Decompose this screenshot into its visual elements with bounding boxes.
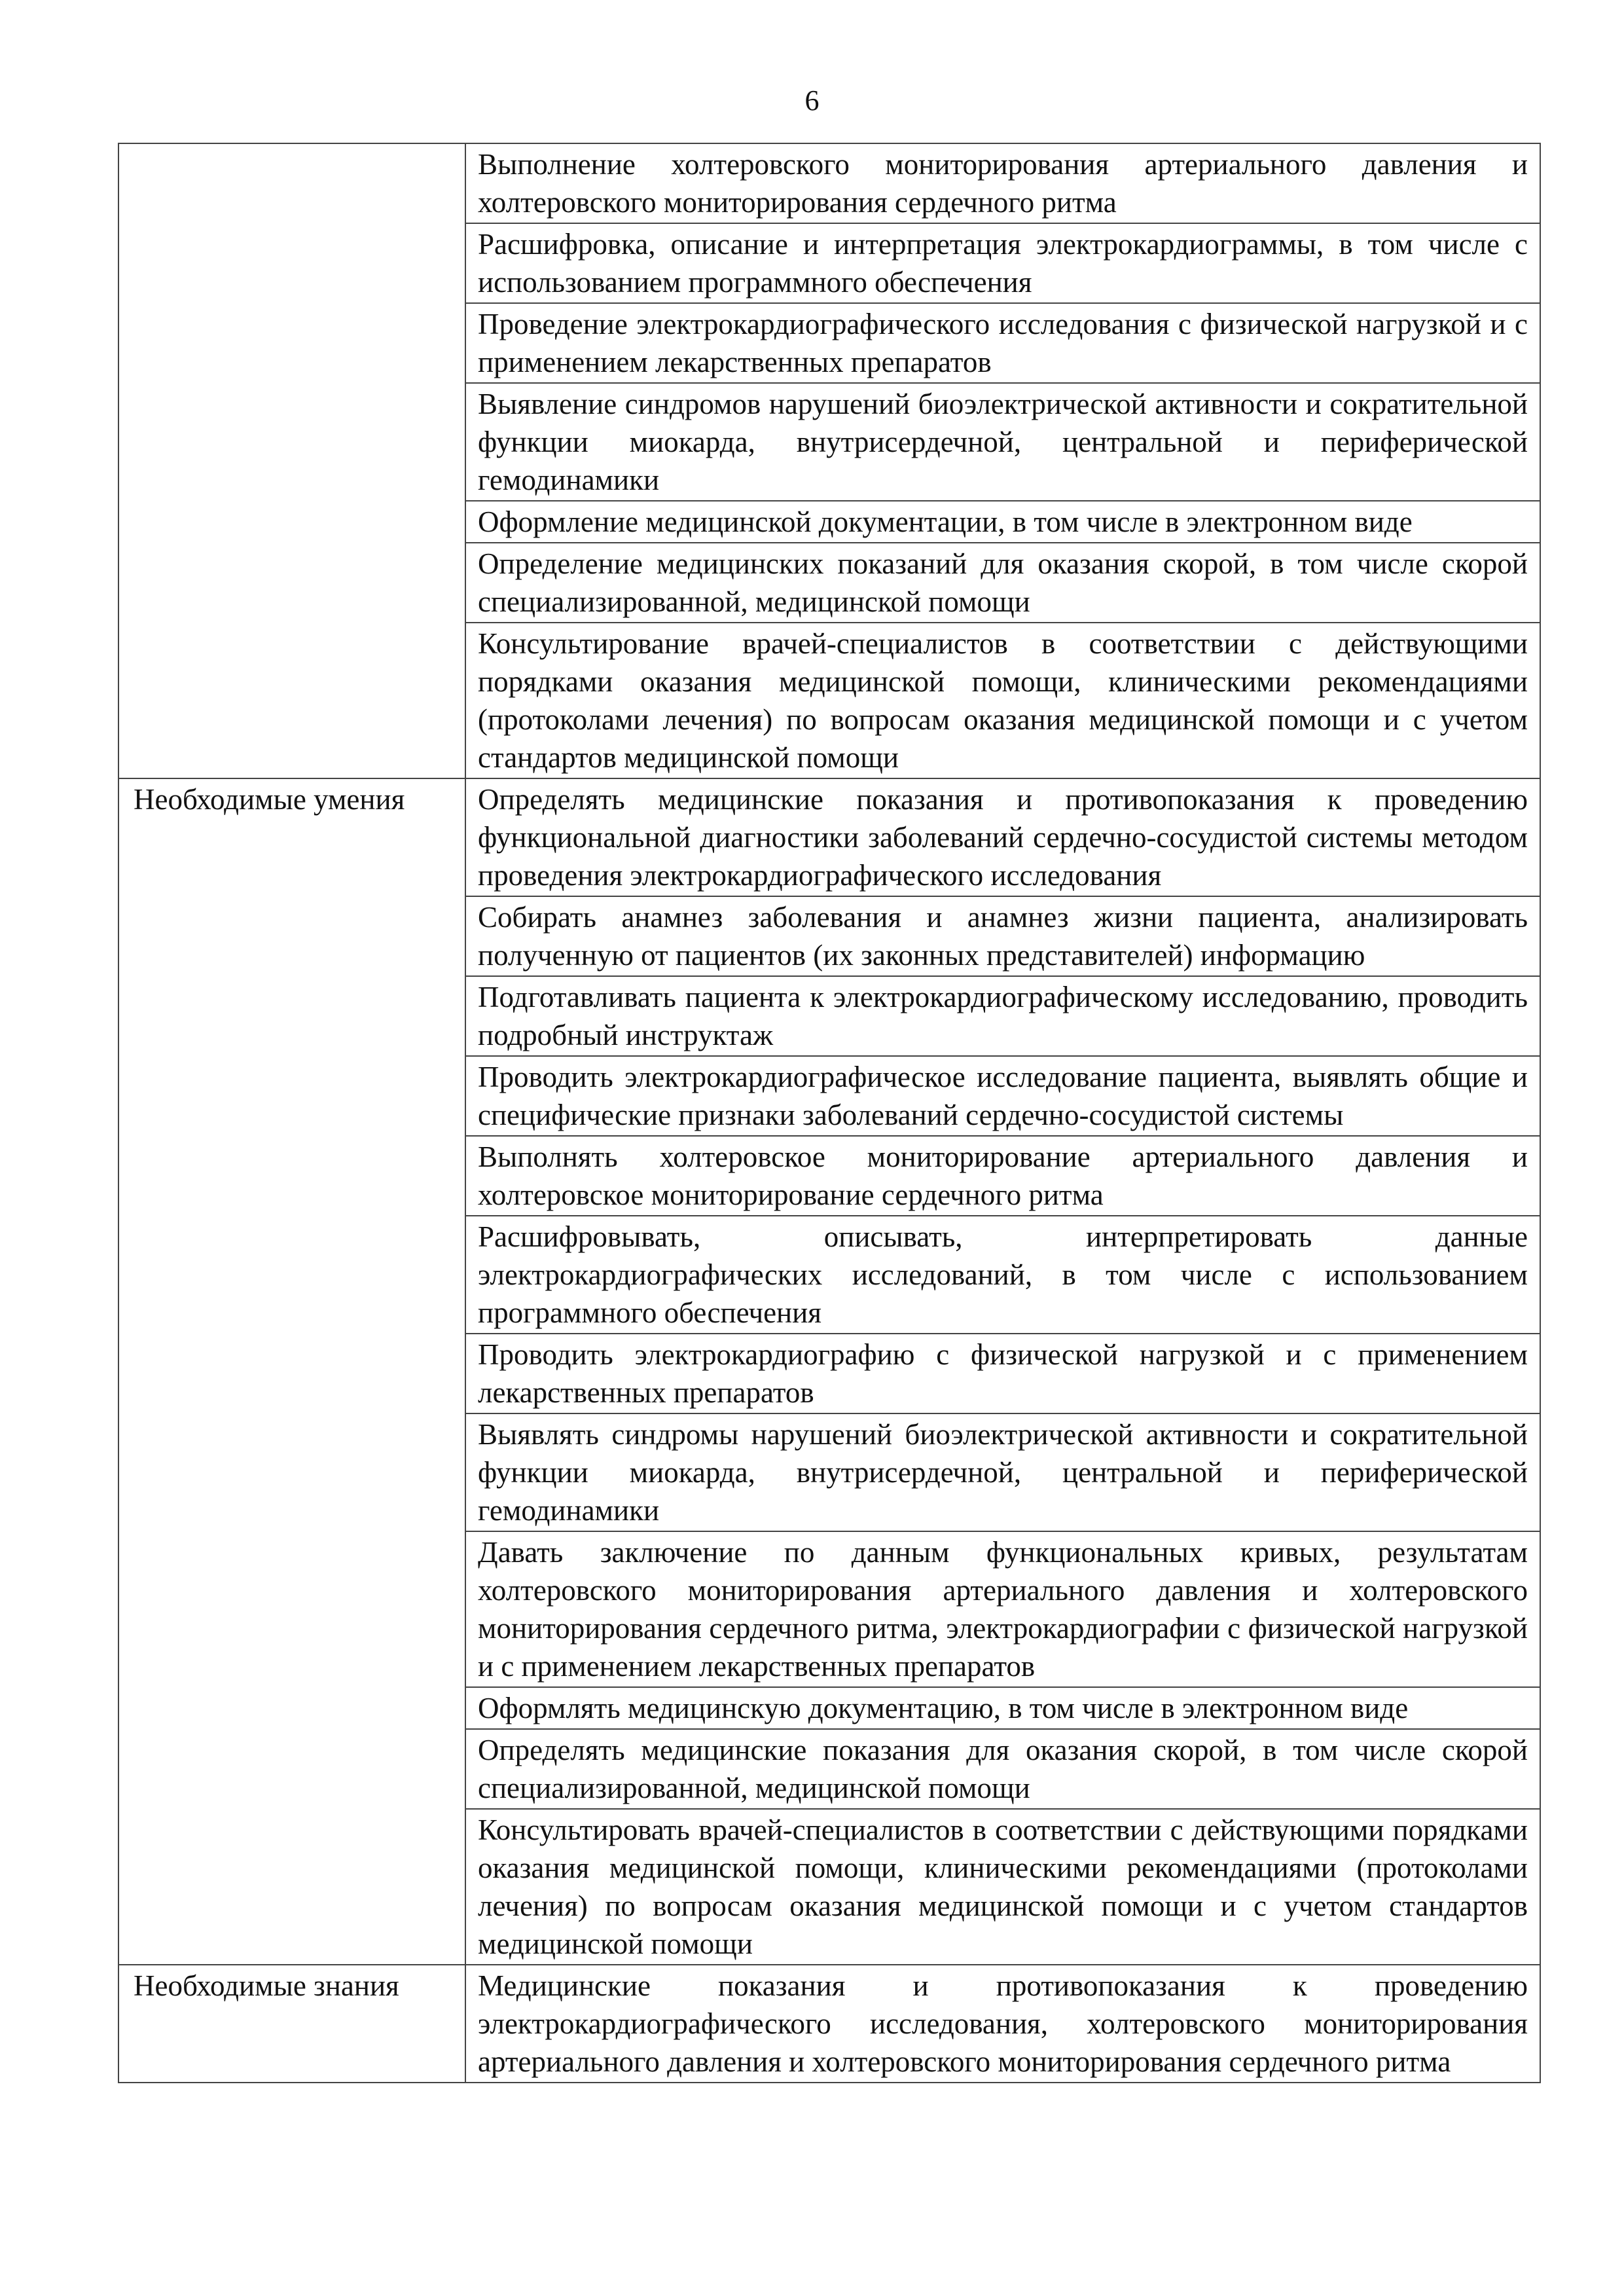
table-cell: Проводить электрокардиографию с физической нагрузкой и с применением лекарственных препаратов [465,1334,1540,1413]
table-cell: Консультировать врачей-специалистов в соответствии с действующими порядками оказания медицинской помощи, клиническими рекомендациями (протоколами лечения) по вопросам оказания медицинской помощи и с учетом стандартов медицинской помощи [465,1809,1540,1965]
table-cell: Давать заключение по данным функциональных кривых, результатам холтеровского мониторирования артериального давления и холтеровского мониторирования сердечного ритма, электрокардиографии с физической нагрузкой и с применением лекарственных препаратов [465,1531,1540,1687]
table-cell: Оформление медицинской документации, в том числе в электронном виде [465,501,1540,543]
table-cell: Определять медицинские показания для оказания скорой, в том числе скорой специализированной, медицинской помощи [465,1729,1540,1809]
table-cell: Консультирование врачей-специалистов в соответствии с действующими порядками оказания медицинской помощи, клиническими рекомендациями (протоколами лечения) по вопросам оказания медицинской помощи и с учетом стандартов медицинской помощи [465,623,1540,778]
table-cell: Определение медицинских показаний для оказания скорой, в том числе скорой специализированной, медицинской помощи [465,543,1540,623]
table-cell: Расшифровка, описание и интерпретация электрокардиограммы, в том числе с использованием программного обеспечения [465,223,1540,303]
table-cell: Медицинские показания и противопоказания к проведению электрокардиографического исследования, холтеровского мониторирования артериального давления и холтеровского мониторирования сердечного ритма [465,1965,1540,2083]
table-cell: Проводить электрокардиографическое исследование пациента, выявлять общие и специфические признаки заболеваний сердечно-сосудистой системы [465,1056,1540,1136]
table-cell: Оформлять медицинскую документацию, в том числе в электронном виде [465,1687,1540,1729]
table-cell: Выполнение холтеровского мониторирования артериального давления и холтеровского мониторирования сердечного ритма [465,143,1540,223]
page-number: 6 [804,84,820,117]
table-cell: Собирать анамнез заболевания и анамнез жизни пациента, анализировать полученную от пациентов (их законных представителей) информацию [465,896,1540,976]
table-cell: Выполнять холтеровское мониторирование артериального давления и холтеровское мониторирование сердечного ритма [465,1136,1540,1216]
table-cell: Выявление синдромов нарушений биоэлектрической активности и сократительной функции миокарда, внутрисердечной, центральной и периферической гемодинамики [465,383,1540,501]
table-row [118,778,1540,896]
section-label [118,143,465,778]
section-label-knowledge: Необходимые знания [118,1965,465,2083]
section-label-skills: Необходимые умения [118,778,465,1965]
table-cell: Подготавливать пациента к электрокардиографическому исследованию, проводить подробный инструктаж [465,976,1540,1056]
table-row [118,143,1540,223]
table-row [118,1965,1540,2083]
requirements-table [118,143,1541,2083]
table-cell: Проведение электрокардиографического исследования с физической нагрузкой и с применением лекарственных препаратов [465,303,1540,383]
table-cell: Расшифровывать, описывать, интерпретировать данные электрокардиографических исследований, в том числе с использованием программного обеспечения [465,1216,1540,1334]
table-cell: Определять медицинские показания и противопоказания к проведению функциональной диагностики заболеваний сердечно-сосудистой системы методом проведения электрокардиографического исследования [465,778,1540,896]
table-cell: Выявлять синдромы нарушений биоэлектрической активности и сократительной функции миокарда, внутрисердечной, центральной и периферической гемодинамики [465,1413,1540,1531]
